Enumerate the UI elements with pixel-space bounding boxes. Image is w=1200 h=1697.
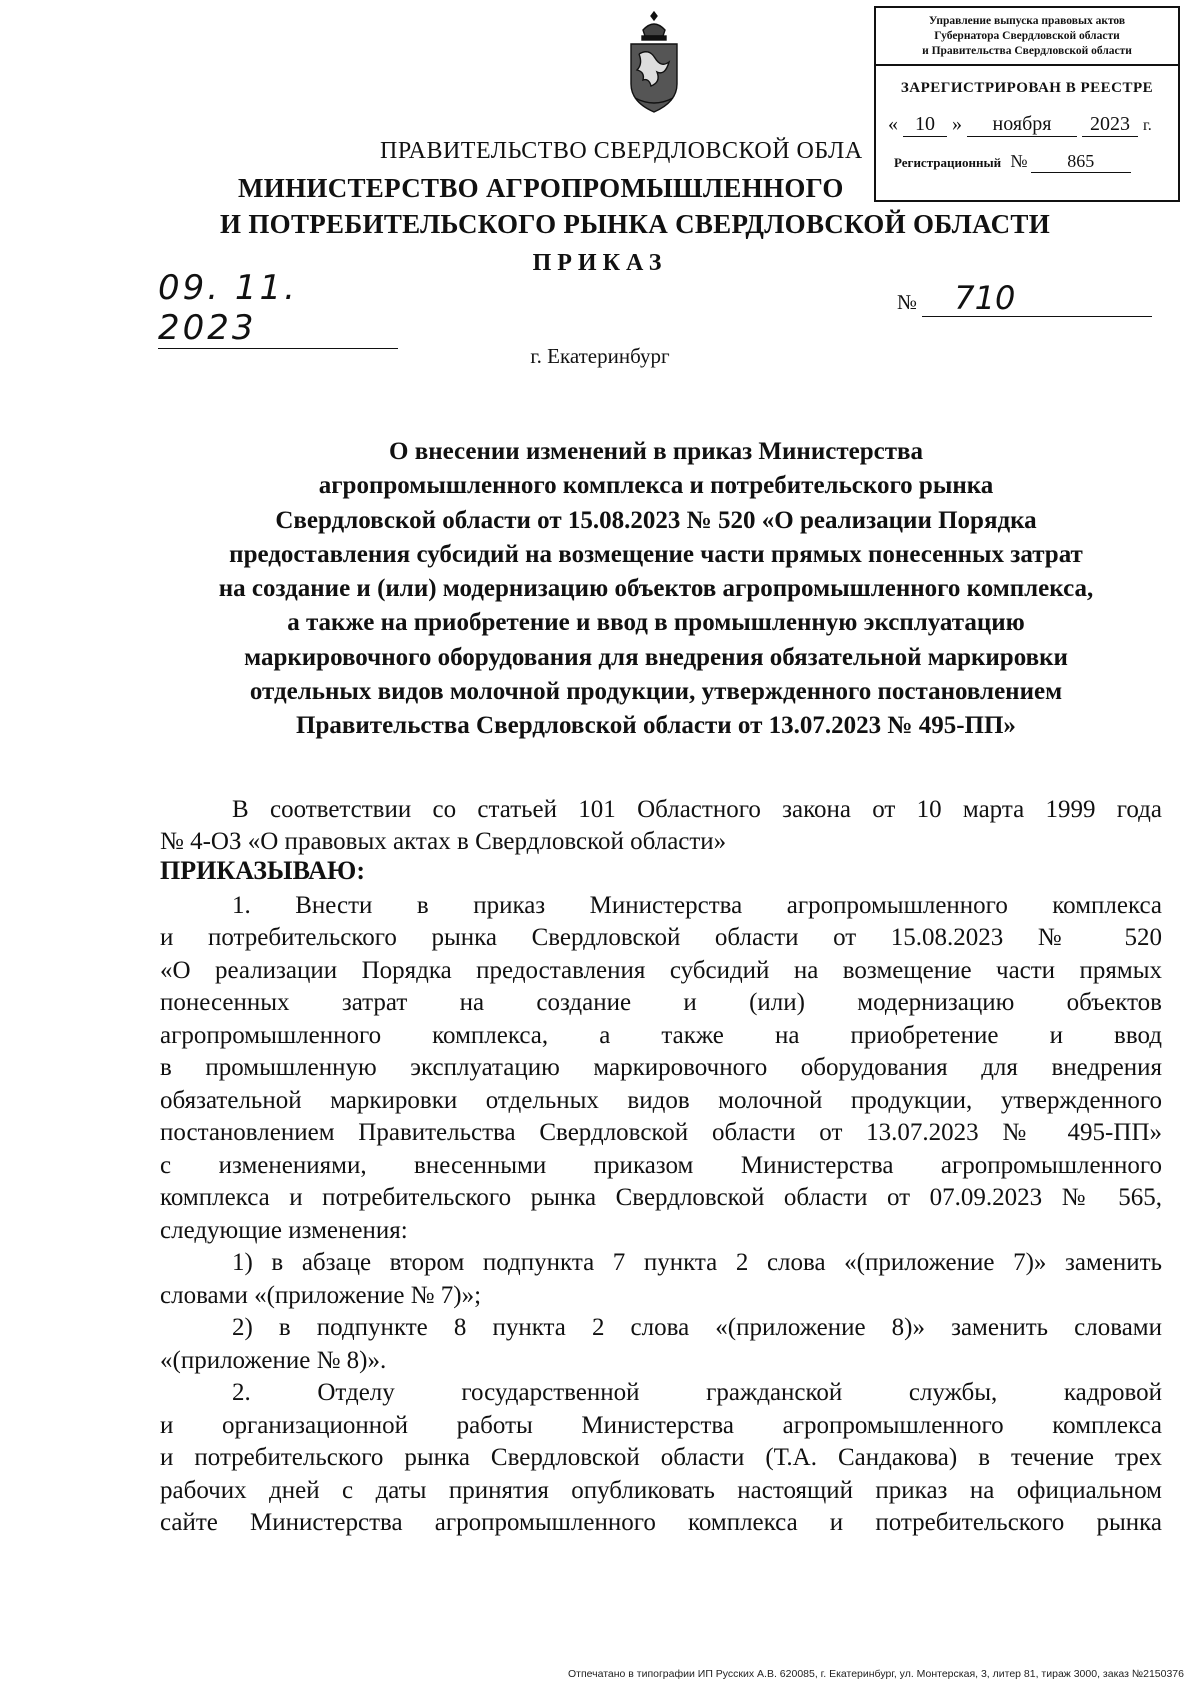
coat-of-arms-emblem bbox=[623, 8, 685, 120]
stamp-reg-number bbox=[876, 151, 1178, 173]
body-line: и организационной работы Министерства агропромышленного комплекса bbox=[160, 1412, 1162, 1439]
order-title: ПРИКАЗ bbox=[532, 250, 668, 276]
order-number bbox=[897, 280, 1162, 317]
ministry-title-line1: МИНИСТЕРСТВО АГРОПРОМЫШЛЕННОГО bbox=[238, 173, 844, 203]
stamp-date-year: 2023 bbox=[1082, 113, 1138, 137]
body-line: и потребительского рынка Свердловской области (Т.А. Сандакова) в течение трех bbox=[160, 1444, 1162, 1471]
subject-line: на создание и (или) модернизацию объектов агропромышленного комплекса, bbox=[218, 575, 1094, 603]
body-line: постановлением Правительства Свердловской области от 13.07.2023 № 495-ПП» bbox=[160, 1119, 1162, 1146]
body-line: 2. Отделу государственной гражданской службы, кадровой bbox=[232, 1379, 1162, 1406]
order-subject bbox=[150, 435, 1162, 744]
body-line: комплекса и потребительского рынка Свердловской области от 07.09.2023 № 565, bbox=[160, 1184, 1162, 1211]
body-line: «О реализации Порядка предоставления субсидий на возмещение части прямых bbox=[160, 957, 1162, 984]
stamp-date-year-suffix: г. bbox=[1143, 117, 1152, 134]
handwritten-order-number: 710 bbox=[922, 280, 1152, 317]
stamp-header-line: Управление выпуска правовых актов bbox=[928, 15, 1126, 27]
stamp-reg-number-value: 865 bbox=[1031, 151, 1131, 173]
stamp-date bbox=[876, 113, 1178, 137]
order-directive: ПРИКАЗЫВАЮ: bbox=[160, 856, 365, 885]
subject-line: Свердловской области от 15.08.2023 № 520 «О реализации Порядка bbox=[275, 506, 1037, 534]
subject-line: маркировочного оборудования для внедрения обязательной маркировки bbox=[244, 643, 1068, 671]
printer-imprint: Отпечатано в типографии ИП Русских А.В. 620085, г. Екатеринбург, ул. Монтерская, 3, литер 81, тираж 3000, заказ №2150376 bbox=[567, 1668, 1184, 1680]
subject-line: отдельных видов молочной продукции, утвержденного постановлением bbox=[249, 678, 1063, 706]
body-line: сайте Министерства агропромышленного комплекса и потребительского рынка bbox=[160, 1509, 1162, 1536]
body-line: с изменениями, внесенными приказом Министерства агропромышленного bbox=[160, 1152, 1162, 1179]
stamp-header-line: и Правительства Свердловской области bbox=[922, 45, 1132, 57]
body-line: «(приложение № 8)». bbox=[160, 1347, 387, 1374]
subject-line: агропромышленного комплекса и потребительского рынка bbox=[318, 472, 994, 500]
stamp-header bbox=[876, 8, 1178, 66]
body-line: агропромышленного комплекса, а также на приобретение и ввод bbox=[160, 1022, 1162, 1049]
subject-line: а также на приобретение и ввод в промышленную эксплуатацию bbox=[287, 609, 1025, 637]
stamp-registered-label: ЗАРЕГИСТРИРОВАН В РЕЕСТРЕ bbox=[900, 80, 1154, 96]
subject-line: Правительства Свердловской области от 13.07.2023 № 495-ПП» bbox=[296, 712, 1016, 740]
stamp-reg-number-label: Регистрационный bbox=[894, 155, 1002, 170]
subject-line: предоставления субсидий на возмещение части прямых понесенных затрат bbox=[229, 540, 1083, 568]
body-line: 1) в абзаце втором подпункта 7 пункта 2 слова «(приложение 7)» заменить bbox=[232, 1249, 1162, 1276]
body-line: следующие изменения: bbox=[160, 1217, 408, 1244]
body-line: обязательной маркировки отдельных видов молочной продукции, утвержденного bbox=[160, 1087, 1162, 1114]
city: г. Екатеринбург bbox=[530, 344, 670, 368]
order-number-sign: № bbox=[897, 290, 918, 314]
registration-stamp bbox=[874, 6, 1180, 202]
body-line: рабочих дней с даты принятия опубликовать настоящий приказ на официальном bbox=[160, 1477, 1162, 1504]
stamp-header-line: Губернатора Свердловской области bbox=[934, 30, 1120, 42]
body-line: в промышленную эксплуатацию маркировочного оборудования для внедрения bbox=[160, 1054, 1162, 1081]
stamp-date-day: 10 bbox=[903, 113, 947, 137]
stamp-date-open-quote: « bbox=[888, 113, 898, 135]
ministry-title-line2: И ПОТРЕБИТЕЛЬСКОГО РЫНКА СВЕРДЛОВСКОЙ ОБЛАСТИ bbox=[220, 209, 1051, 239]
government-title: ПРАВИТЕЛЬСТВО СВЕРДЛОВСКОЙ ОБЛА bbox=[380, 138, 863, 164]
body-line: понесенных затрат на создание и (или) модернизацию объектов bbox=[160, 989, 1162, 1016]
body-line: и потребительского рынка Свердловской области от 15.08.2023 № 520 bbox=[160, 924, 1162, 951]
handwritten-date: 09. 11. 2023 bbox=[158, 268, 398, 349]
body-line: № 4-ОЗ «О правовых актах в Свердловской области» bbox=[160, 828, 727, 855]
body-line: 2) в подпункте 8 пункта 2 слова «(приложение 8)» заменить словами bbox=[232, 1314, 1162, 1341]
body-line: 1. Внести в приказ Министерства агропромышленного комплекса bbox=[232, 892, 1162, 919]
subject-line: О внесении изменений в приказ Министерства bbox=[389, 438, 923, 465]
stamp-number-sign: № bbox=[1010, 151, 1028, 171]
stamp-date-month: ноября bbox=[967, 113, 1077, 137]
stamp-date-close-quote: » bbox=[952, 113, 962, 135]
body-line: В соответствии со статьей 101 Областного закона от 10 марта 1999 года bbox=[232, 796, 1162, 823]
body-line: словами «(приложение № 7)»; bbox=[160, 1282, 482, 1309]
